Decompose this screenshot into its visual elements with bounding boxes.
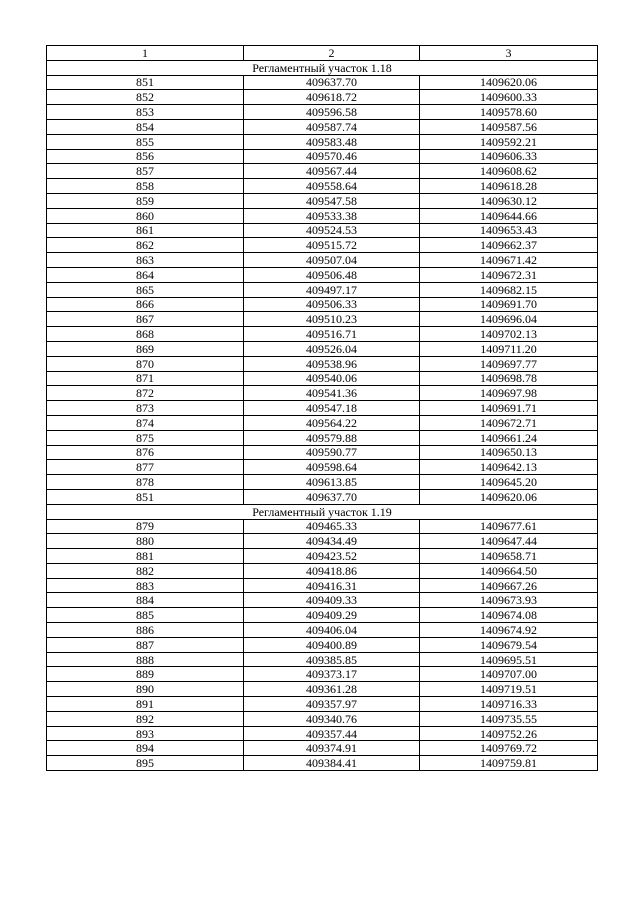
x-coordinate-cell: 409373.17 [244, 667, 420, 682]
section-title-row [47, 60, 598, 75]
point-number-cell: 852 [47, 90, 244, 105]
table-row [47, 208, 598, 223]
column-number-cell: 1 [47, 46, 244, 61]
x-coordinate-cell: 409384.41 [244, 756, 420, 771]
y-coordinate-cell: 1409620.06 [420, 75, 598, 90]
x-coordinate-cell: 409465.33 [244, 519, 420, 534]
x-coordinate-cell: 409361.28 [244, 682, 420, 697]
table-row [47, 341, 598, 356]
x-coordinate-cell: 409516.71 [244, 327, 420, 342]
point-number-cell: 888 [47, 652, 244, 667]
x-coordinate-cell: 409583.48 [244, 134, 420, 149]
y-coordinate-cell: 1409653.43 [420, 223, 598, 238]
point-number-cell: 895 [47, 756, 244, 771]
x-coordinate-cell: 409538.96 [244, 356, 420, 371]
point-number-cell: 851 [47, 75, 244, 90]
table-row [47, 519, 598, 534]
y-coordinate-cell: 1409716.33 [420, 697, 598, 712]
x-coordinate-cell: 409507.04 [244, 253, 420, 268]
table-row [47, 726, 598, 741]
table-row [47, 356, 598, 371]
x-coordinate-cell: 409406.04 [244, 623, 420, 638]
x-coordinate-cell: 409506.33 [244, 297, 420, 312]
y-coordinate-cell: 1409644.66 [420, 208, 598, 223]
table-row [47, 637, 598, 652]
x-coordinate-cell: 409357.44 [244, 726, 420, 741]
y-coordinate-cell: 1409702.13 [420, 327, 598, 342]
table-row [47, 741, 598, 756]
x-coordinate-cell: 409547.18 [244, 401, 420, 416]
point-number-cell: 873 [47, 401, 244, 416]
point-number-cell: 891 [47, 697, 244, 712]
point-number-cell: 876 [47, 445, 244, 460]
x-coordinate-cell: 409497.17 [244, 282, 420, 297]
point-number-cell: 874 [47, 415, 244, 430]
x-coordinate-cell: 409400.89 [244, 637, 420, 652]
point-number-cell: 853 [47, 105, 244, 120]
point-number-cell: 865 [47, 282, 244, 297]
point-number-cell: 872 [47, 386, 244, 401]
x-coordinate-cell: 409598.64 [244, 460, 420, 475]
y-coordinate-cell: 1409735.55 [420, 711, 598, 726]
y-coordinate-cell: 1409647.44 [420, 534, 598, 549]
point-number-cell: 890 [47, 682, 244, 697]
y-coordinate-cell: 1409658.71 [420, 549, 598, 564]
x-coordinate-cell: 409340.76 [244, 711, 420, 726]
table-row [47, 711, 598, 726]
table-row [47, 652, 598, 667]
point-number-cell: 893 [47, 726, 244, 741]
point-number-cell: 864 [47, 267, 244, 282]
point-number-cell: 871 [47, 371, 244, 386]
table-row [47, 549, 598, 564]
y-coordinate-cell: 1409671.42 [420, 253, 598, 268]
column-number-row [47, 46, 598, 61]
table-row [47, 134, 598, 149]
point-number-cell: 855 [47, 134, 244, 149]
y-coordinate-cell: 1409691.71 [420, 401, 598, 416]
point-number-cell: 869 [47, 341, 244, 356]
table-row [47, 667, 598, 682]
table-row [47, 697, 598, 712]
point-number-cell: 879 [47, 519, 244, 534]
y-coordinate-cell: 1409608.62 [420, 164, 598, 179]
table-row [47, 489, 598, 504]
y-coordinate-cell: 1409618.28 [420, 179, 598, 194]
x-coordinate-cell: 409524.53 [244, 223, 420, 238]
point-number-cell: 885 [47, 608, 244, 623]
x-coordinate-cell: 409579.88 [244, 430, 420, 445]
table-row [47, 623, 598, 638]
x-coordinate-cell: 409533.38 [244, 208, 420, 223]
y-coordinate-cell: 1409752.26 [420, 726, 598, 741]
y-coordinate-cell: 1409673.93 [420, 593, 598, 608]
point-number-cell: 862 [47, 238, 244, 253]
table-row [47, 371, 598, 386]
point-number-cell: 860 [47, 208, 244, 223]
point-number-cell: 884 [47, 593, 244, 608]
x-coordinate-cell: 409357.97 [244, 697, 420, 712]
table-row [47, 193, 598, 208]
x-coordinate-cell: 409423.52 [244, 549, 420, 564]
point-number-cell: 851 [47, 489, 244, 504]
y-coordinate-cell: 1409578.60 [420, 105, 598, 120]
y-coordinate-cell: 1409695.51 [420, 652, 598, 667]
x-coordinate-cell: 409564.22 [244, 415, 420, 430]
point-number-cell: 892 [47, 711, 244, 726]
y-coordinate-cell: 1409600.33 [420, 90, 598, 105]
point-number-cell: 875 [47, 430, 244, 445]
table-row [47, 253, 598, 268]
y-coordinate-cell: 1409587.56 [420, 119, 598, 134]
point-number-cell: 870 [47, 356, 244, 371]
table-row [47, 105, 598, 120]
y-coordinate-cell: 1409711.20 [420, 341, 598, 356]
y-coordinate-cell: 1409691.70 [420, 297, 598, 312]
y-coordinate-cell: 1409645.20 [420, 475, 598, 490]
y-coordinate-cell: 1409682.15 [420, 282, 598, 297]
x-coordinate-cell: 409409.33 [244, 593, 420, 608]
table-row [47, 267, 598, 282]
y-coordinate-cell: 1409674.92 [420, 623, 598, 638]
x-coordinate-cell: 409596.58 [244, 105, 420, 120]
y-coordinate-cell: 1409667.26 [420, 578, 598, 593]
point-number-cell: 881 [47, 549, 244, 564]
x-coordinate-cell: 409416.31 [244, 578, 420, 593]
y-coordinate-cell: 1409592.21 [420, 134, 598, 149]
x-coordinate-cell: 409637.70 [244, 489, 420, 504]
table-row [47, 756, 598, 771]
table-row [47, 563, 598, 578]
y-coordinate-cell: 1409696.04 [420, 312, 598, 327]
point-number-cell: 859 [47, 193, 244, 208]
table-row [47, 223, 598, 238]
y-coordinate-cell: 1409769.72 [420, 741, 598, 756]
table-row [47, 386, 598, 401]
point-number-cell: 887 [47, 637, 244, 652]
table-row [47, 327, 598, 342]
point-number-cell: 858 [47, 179, 244, 194]
point-number-cell: 867 [47, 312, 244, 327]
y-coordinate-cell: 1409759.81 [420, 756, 598, 771]
x-coordinate-cell: 409558.64 [244, 179, 420, 194]
table-row [47, 415, 598, 430]
table-row [47, 608, 598, 623]
table-row [47, 75, 598, 90]
point-number-cell: 894 [47, 741, 244, 756]
x-coordinate-cell: 409540.06 [244, 371, 420, 386]
point-number-cell: 883 [47, 578, 244, 593]
point-number-cell: 856 [47, 149, 244, 164]
x-coordinate-cell: 409637.70 [244, 75, 420, 90]
point-number-cell: 857 [47, 164, 244, 179]
x-coordinate-cell: 409570.46 [244, 149, 420, 164]
y-coordinate-cell: 1409662.37 [420, 238, 598, 253]
y-coordinate-cell: 1409672.31 [420, 267, 598, 282]
x-coordinate-cell: 409506.48 [244, 267, 420, 282]
y-coordinate-cell: 1409650.13 [420, 445, 598, 460]
x-coordinate-cell: 409418.86 [244, 563, 420, 578]
point-number-cell: 863 [47, 253, 244, 268]
table-row [47, 164, 598, 179]
x-coordinate-cell: 409385.85 [244, 652, 420, 667]
x-coordinate-cell: 409515.72 [244, 238, 420, 253]
y-coordinate-cell: 1409674.08 [420, 608, 598, 623]
table-row [47, 179, 598, 194]
table-row [47, 119, 598, 134]
point-number-cell: 861 [47, 223, 244, 238]
table-row [47, 475, 598, 490]
table-row [47, 430, 598, 445]
table-row [47, 534, 598, 549]
y-coordinate-cell: 1409707.00 [420, 667, 598, 682]
y-coordinate-cell: 1409620.06 [420, 489, 598, 504]
x-coordinate-cell: 409618.72 [244, 90, 420, 105]
column-number-cell: 2 [244, 46, 420, 61]
y-coordinate-cell: 1409661.24 [420, 430, 598, 445]
y-coordinate-cell: 1409698.78 [420, 371, 598, 386]
table-row [47, 297, 598, 312]
x-coordinate-cell: 409567.44 [244, 164, 420, 179]
x-coordinate-cell: 409374.91 [244, 741, 420, 756]
table-row [47, 682, 598, 697]
y-coordinate-cell: 1409606.33 [420, 149, 598, 164]
table-row [47, 90, 598, 105]
x-coordinate-cell: 409613.85 [244, 475, 420, 490]
x-coordinate-cell: 409409.29 [244, 608, 420, 623]
point-number-cell: 882 [47, 563, 244, 578]
point-number-cell: 868 [47, 327, 244, 342]
point-number-cell: 866 [47, 297, 244, 312]
column-number-cell: 3 [420, 46, 598, 61]
y-coordinate-cell: 1409630.12 [420, 193, 598, 208]
point-number-cell: 886 [47, 623, 244, 638]
y-coordinate-cell: 1409679.54 [420, 637, 598, 652]
x-coordinate-cell: 409587.74 [244, 119, 420, 134]
table-row [47, 238, 598, 253]
section-title: Регламентный участок 1.19 [47, 504, 598, 519]
x-coordinate-cell: 409510.23 [244, 312, 420, 327]
point-number-cell: 878 [47, 475, 244, 490]
point-number-cell: 880 [47, 534, 244, 549]
y-coordinate-cell: 1409664.50 [420, 563, 598, 578]
x-coordinate-cell: 409541.36 [244, 386, 420, 401]
y-coordinate-cell: 1409677.61 [420, 519, 598, 534]
x-coordinate-cell: 409590.77 [244, 445, 420, 460]
table-row [47, 282, 598, 297]
y-coordinate-cell: 1409642.13 [420, 460, 598, 475]
point-number-cell: 877 [47, 460, 244, 475]
y-coordinate-cell: 1409697.77 [420, 356, 598, 371]
table-row [47, 149, 598, 164]
table-row [47, 401, 598, 416]
coordinates-table [46, 45, 598, 771]
table-row [47, 445, 598, 460]
point-number-cell: 889 [47, 667, 244, 682]
table-row [47, 593, 598, 608]
y-coordinate-cell: 1409719.51 [420, 682, 598, 697]
table-row [47, 578, 598, 593]
point-number-cell: 854 [47, 119, 244, 134]
y-coordinate-cell: 1409672.71 [420, 415, 598, 430]
x-coordinate-cell: 409526.04 [244, 341, 420, 356]
x-coordinate-cell: 409547.58 [244, 193, 420, 208]
y-coordinate-cell: 1409697.98 [420, 386, 598, 401]
table-row [47, 312, 598, 327]
coordinates-table-body [47, 46, 598, 771]
section-title: Регламентный участок 1.18 [47, 60, 598, 75]
table-row [47, 460, 598, 475]
x-coordinate-cell: 409434.49 [244, 534, 420, 549]
section-title-row [47, 504, 598, 519]
